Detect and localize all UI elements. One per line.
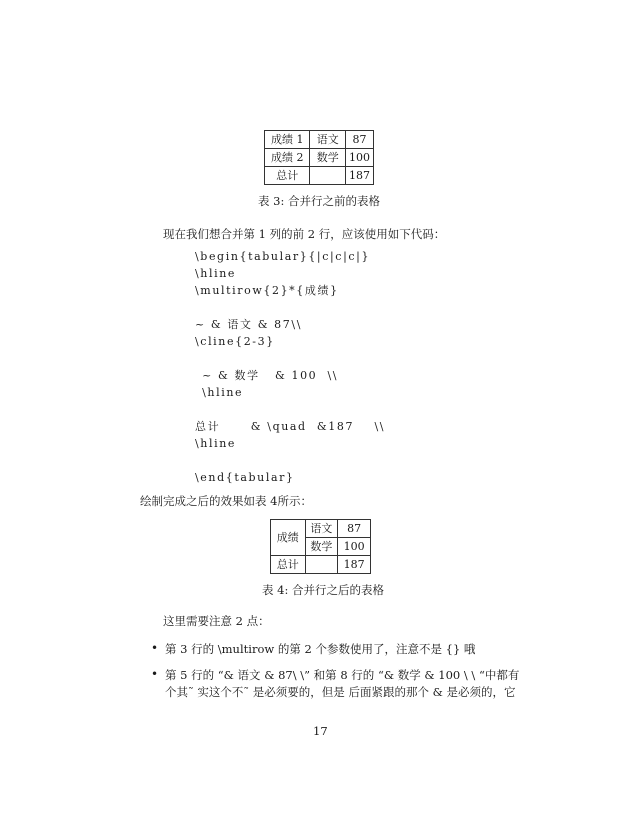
merged-cell: 成绩 bbox=[271, 520, 306, 556]
table-cell: 100 bbox=[338, 538, 371, 556]
code-line: \hline bbox=[197, 386, 244, 399]
table-cell: 87 bbox=[346, 131, 374, 149]
table-cell: 成绩 2 bbox=[265, 149, 310, 167]
table-cell: 187 bbox=[346, 167, 374, 185]
table-row bbox=[271, 520, 371, 538]
code-line: \hline bbox=[195, 437, 237, 450]
table-row bbox=[265, 149, 374, 167]
table4-caption: 表 4: 合并行之后的表格 bbox=[262, 583, 385, 597]
table3-caption: 表 3: 合并行之前的表格 bbox=[258, 194, 381, 208]
table-row bbox=[271, 556, 371, 574]
table-cell: 成绩 1 bbox=[265, 131, 310, 149]
table-cell bbox=[305, 556, 338, 574]
table-cell: 数学 bbox=[305, 538, 338, 556]
bullet-item: 第 5 行的 “& 语文 & 87\ \” 和第 8 行的 “& 数学 & 100 \ \ “中都有 bbox=[165, 668, 520, 682]
table-row bbox=[265, 131, 374, 149]
table-cell: 总计 bbox=[265, 167, 310, 185]
code-line: 总计 & \quad &187 \\ bbox=[195, 420, 386, 433]
code-line: ~ & 语文 & 87\\ bbox=[195, 318, 302, 331]
table-row bbox=[265, 167, 374, 185]
code-line: \multirow{2}*{成绩} bbox=[195, 284, 339, 297]
notes-heading: 这里需要注意 2 点： bbox=[163, 614, 270, 628]
table-cell: 语文 bbox=[310, 131, 346, 149]
table-after-merge bbox=[270, 519, 371, 574]
bullet-icon: • bbox=[151, 667, 159, 681]
intro-paragraph: 现在我们想合并第 1 列的前 2 行，应该使用如下代码： bbox=[163, 227, 446, 241]
table-cell: 语文 bbox=[305, 520, 338, 538]
code-line: ~ & 数学 & 100 \\ bbox=[197, 369, 339, 382]
page-number: 17 bbox=[313, 724, 328, 738]
table-cell: 数学 bbox=[310, 149, 346, 167]
code-line: \hline bbox=[195, 267, 237, 280]
table-cell: 100 bbox=[346, 149, 374, 167]
table-cell: 87 bbox=[338, 520, 371, 538]
bullet-item: 第 3 行的 \multirow 的第 2 个参数使用了，注意不是 {} 哦 bbox=[165, 642, 476, 656]
code-line: \end{tabular} bbox=[195, 471, 295, 484]
bullet-icon: • bbox=[151, 641, 159, 655]
table-before-merge bbox=[264, 130, 374, 185]
code-line: \cline{2-3} bbox=[195, 335, 275, 348]
code-line: \begin{tabular}{|c|c|c|} bbox=[195, 250, 371, 263]
table-cell: 187 bbox=[338, 556, 371, 574]
table-cell: 总计 bbox=[271, 556, 306, 574]
bullet-item-continuation: 个其˜ 实这个不˜ 是必须要的，但是 后面紧跟的那个 & 是必须的，它 bbox=[165, 685, 516, 699]
result-paragraph: 绘制完成之后的效果如表 4所示： bbox=[140, 494, 312, 508]
table-cell bbox=[310, 167, 346, 185]
